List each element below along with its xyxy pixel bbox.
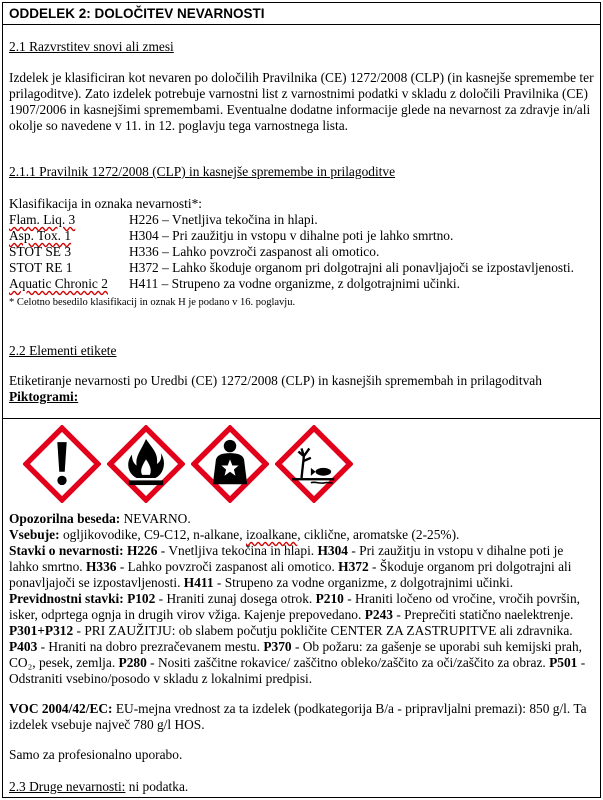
hazard-code: H372 bbox=[338, 559, 369, 574]
section-2-1-panel bbox=[3, 25, 600, 419]
other-hazards-value: ni podatka. bbox=[125, 779, 189, 794]
hazard-statements-label: Stavki o nevarnosti: bbox=[9, 543, 124, 558]
voc-text: EU-mejna vrednost za ta izdelek (podkategorija B/a - pripravljalni premazi): 850 g/l. Ta izdelek vsebuje največ 780 g/l HOS. bbox=[9, 701, 587, 732]
hazard-text: - Vnetljiva tekočina in hlapi. bbox=[157, 543, 318, 558]
precaution-code: P301+P312 bbox=[9, 623, 74, 638]
label-elements bbox=[9, 511, 594, 795]
voc-statement bbox=[9, 701, 594, 733]
classification-row bbox=[9, 228, 594, 244]
contains-text: izoalkane bbox=[245, 527, 298, 542]
precaution-code: P370 bbox=[263, 639, 292, 654]
hazard-text: - Strupeno za vodne organizme, z dolgotrajnimi učinki. bbox=[213, 575, 514, 590]
class-name: Aquatic Chronic 2 bbox=[9, 276, 108, 291]
hazard-text: - Pri zaužitju in vstopu v dihalne poti je lahko smrtno. bbox=[9, 543, 564, 574]
professional-use-note: Samo za profesionalno uporabo. bbox=[9, 747, 183, 762]
precautionary-statements-label: Previdnostni stavki: bbox=[9, 591, 124, 606]
hazard-text: – Vnetljiva tekočina in hlapi. bbox=[162, 212, 318, 227]
hazard-text: - Škoduje organom pri dolgotrajni ali ponavljajoči se izpostavljenosti. bbox=[9, 559, 572, 590]
pictogram-row bbox=[23, 425, 594, 503]
heading-2-1: 2.1 Razvrstitev snovi ali zmesi bbox=[9, 39, 174, 54]
precaution-text: - Hraniti zunaj dosega otrok. bbox=[155, 591, 316, 606]
hazard-code: H336 bbox=[129, 244, 159, 259]
precaution-code: P403 bbox=[9, 639, 38, 654]
hazard-code: H304 bbox=[317, 543, 348, 558]
section-2-frame bbox=[2, 2, 601, 798]
classification-row bbox=[9, 212, 594, 228]
labelling-paragraph: Etiketiranje nevarnosti po Uredbi (CE) 1272/2008 (CLP) in kasnejših spremembah in prilagoditvah bbox=[9, 373, 542, 388]
precaution-text: - Hraniti ločeno od vročine, vročih površin, isker, odprtega ognja in drugih virov vžiga. Kajenje prepovedano. bbox=[9, 591, 581, 622]
class-name: STOT SE 3 bbox=[9, 244, 72, 259]
classification-table bbox=[9, 212, 594, 292]
precaution-code: P102 bbox=[127, 591, 156, 606]
classification-intro: Klasifikacija in oznaka nevarnosti*: bbox=[9, 196, 202, 211]
hazard-text: – Strupeno za vodne organizme, z dolgotrajnimi učinki. bbox=[161, 276, 460, 291]
contains-text: ogljikovodike, C9-C12, n-alkane, bbox=[62, 527, 243, 542]
heading-2-2: 2.2 Elementi etikete bbox=[9, 343, 117, 358]
voc-label: VOC 2004/42/EC: bbox=[9, 701, 113, 716]
hazard-code: H226 bbox=[129, 212, 159, 227]
hazard-code: H226 bbox=[126, 543, 158, 558]
classification-row bbox=[9, 244, 594, 260]
hazard-code: H372 bbox=[129, 260, 159, 275]
precaution-text: - Odstraniti vsebino/posodo v skladu z lokalnimi predpisi. bbox=[9, 655, 586, 686]
exclamation-icon bbox=[23, 425, 101, 503]
precaution-code: P210 bbox=[315, 591, 344, 606]
hazard-statements bbox=[9, 543, 594, 591]
precaution-text: - PRI ZAUŽITJU: ob slabem počutju pokličite CENTER ZA ZASTRUPITVE ali zdravnika. bbox=[73, 623, 573, 638]
hazard-code: H304 bbox=[129, 228, 159, 243]
hazard-code: H336 bbox=[86, 559, 117, 574]
classification-row bbox=[9, 260, 594, 276]
precaution-code: P501 bbox=[549, 655, 578, 670]
contains-label: Vsebuje: bbox=[9, 527, 60, 542]
hazard-text: – Lahko škoduje organom pri dolgotrajni ali ponavljajoči se izpostavljenosti. bbox=[162, 260, 574, 275]
hazard-text: – Pri zaužitju in vstopu v dihalne poti je lahko smrtno. bbox=[162, 228, 454, 243]
hazard-code: H411 bbox=[129, 276, 159, 291]
precaution-text: - Nositi zaščitne rokavice/ zaščitno obleko/zaščito za oči/zaščito za obraz. bbox=[146, 655, 550, 670]
section-2-2-panel bbox=[3, 421, 600, 799]
precaution-text: - Preprečiti statično naelektrenje. bbox=[392, 607, 574, 622]
signal-word-label: Opozorilna beseda: bbox=[9, 511, 121, 526]
signal-word: NEVARNO. bbox=[123, 511, 191, 526]
environment-hazard-icon bbox=[275, 425, 353, 503]
pictograms-label: Piktogrami: bbox=[9, 389, 79, 404]
class-name: STOT RE 1 bbox=[9, 260, 73, 275]
hazard-text: - Lahko povzroči zaspanost ali omotico. bbox=[116, 559, 339, 574]
class-name: Flam. Liq. 3 bbox=[9, 212, 76, 227]
precautionary-statements bbox=[9, 591, 594, 687]
precaution-text: - Hraniti na dobro prezračevanem mestu. bbox=[37, 639, 264, 654]
hazard-text: – Lahko povzroči zaspanost ali omotico. bbox=[162, 244, 380, 259]
class-name: Asp. Tox. 1 bbox=[9, 228, 72, 243]
precaution-code: P243 bbox=[364, 607, 393, 622]
health-hazard-icon bbox=[191, 425, 269, 503]
precaution-text: - Ob požaru: za gašenje se uporabi suh kemijski prah, CO₂, pesek, zemlja. bbox=[9, 639, 583, 670]
other-hazards bbox=[9, 779, 594, 795]
classification-row bbox=[9, 276, 594, 292]
contains-text: , ciklične, aromatske (2-25%). bbox=[297, 527, 460, 542]
flame-icon bbox=[107, 425, 185, 503]
precaution-code: P280 bbox=[118, 655, 147, 670]
classification-footnote: * Celotno besedilo klasifikacij in oznak H je podano v 16. poglavju. bbox=[9, 297, 296, 308]
hazard-code: H411 bbox=[183, 575, 214, 590]
heading-2-1-1: 2.1.1 Pravilnik 1272/2008 (CLP) in kasnejše spremembe in prilagoditve bbox=[9, 164, 396, 179]
section-title: ODDELEK 2: DOLOČITEV NEVARNOSTI bbox=[3, 3, 600, 25]
classification-paragraph: Izdelek je klasificiran kot nevaren po določilih Pravilnika (CE) 1272/2008 (CLP) (in kasnejše spremembe ter prilagoditve). Zato izdelek potrebuje varnostni list z varnostnimi podatki v skladu z določili Pravilnika (CE) 1907/2006 in kasnejšimi spremembami. Eventualne dodatne informacije glede na nevarnost za zdravje in/ali okolje so navedene v 11. in 12. poglavju tega varnostnega lista. bbox=[9, 70, 594, 133]
heading-2-3: 2.3 Druge nevarnosti: bbox=[9, 779, 126, 794]
